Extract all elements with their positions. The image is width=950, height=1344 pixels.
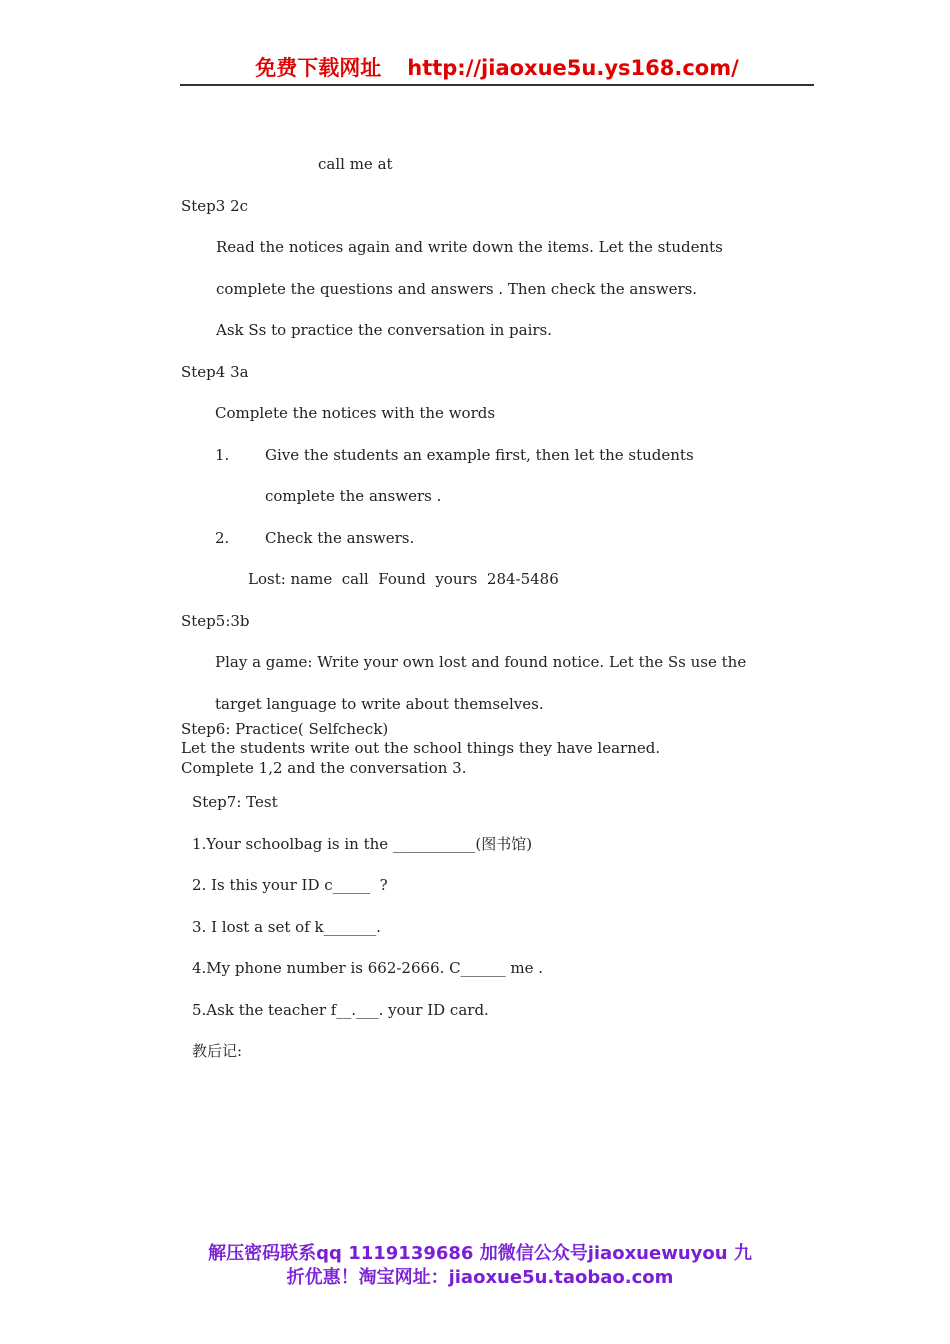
- header-label: 免费下载网址: [255, 56, 382, 80]
- step4-item1-number: 1.: [215, 446, 230, 464]
- footer-line1: 解压密码联系qq 1119139686 加微信公众号jiaoxuewuyou 九: [208, 1243, 752, 1264]
- step4-item1-line2: complete the answers .: [265, 487, 442, 505]
- test-question-4: 4.My phone number is 662-2666. C______ me .: [192, 959, 544, 977]
- reflection-label: 教后记:: [192, 1042, 243, 1060]
- step3-line2: complete the questions and answers . Then check the answers.: [216, 280, 698, 298]
- step5-title: Step5:3b: [181, 612, 250, 630]
- step5-line1: Play a game: Write your own lost and found notice. Let the Ss use the: [215, 653, 747, 671]
- step4-item1-line1: Give the students an example first, then let the students: [265, 446, 694, 464]
- step4-word-list: Lost: name call Found yours 284-5486: [248, 570, 559, 588]
- test-question-1: 1.Your schoolbag is in the ___________(图书馆): [192, 835, 533, 853]
- call-me-at-text: call me at: [318, 155, 393, 173]
- step4-title: Step4 3a: [181, 363, 249, 381]
- step3-line3: Ask Ss to practice the conversation in pairs.: [216, 321, 553, 339]
- test-question-3: 3. I lost a set of k_______.: [192, 918, 381, 936]
- test-question-2: 2. Is this your ID c_____ ?: [192, 876, 388, 894]
- page-header: [180, 52, 814, 86]
- step6-line2: Complete 1,2 and the conversation 3.: [181, 759, 467, 777]
- step3-title: Step3 2c: [181, 197, 249, 215]
- header-url[interactable]: http://jiaoxue5u.ys168.com/: [407, 56, 739, 80]
- footer-line2: 折优惠！淘宝网址：jiaoxue5u.taobao.com: [286, 1267, 674, 1288]
- step4-intro: Complete the notices with the words: [215, 404, 496, 422]
- step4-item2-number: 2.: [215, 529, 230, 547]
- step6-title: Step6: Practice( Selfcheck): [181, 720, 389, 738]
- step5-line2: target language to write about themselves.: [215, 695, 544, 713]
- step7-title: Step7: Test: [192, 793, 278, 811]
- step6-line1: Let the students write out the school things they have learned.: [181, 739, 661, 757]
- step3-line1: Read the notices again and write down the items. Let the students: [216, 238, 723, 256]
- step4-item2-text: Check the answers.: [265, 529, 415, 547]
- test-question-5: 5.Ask the teacher f__.___. your ID card.: [192, 1001, 489, 1019]
